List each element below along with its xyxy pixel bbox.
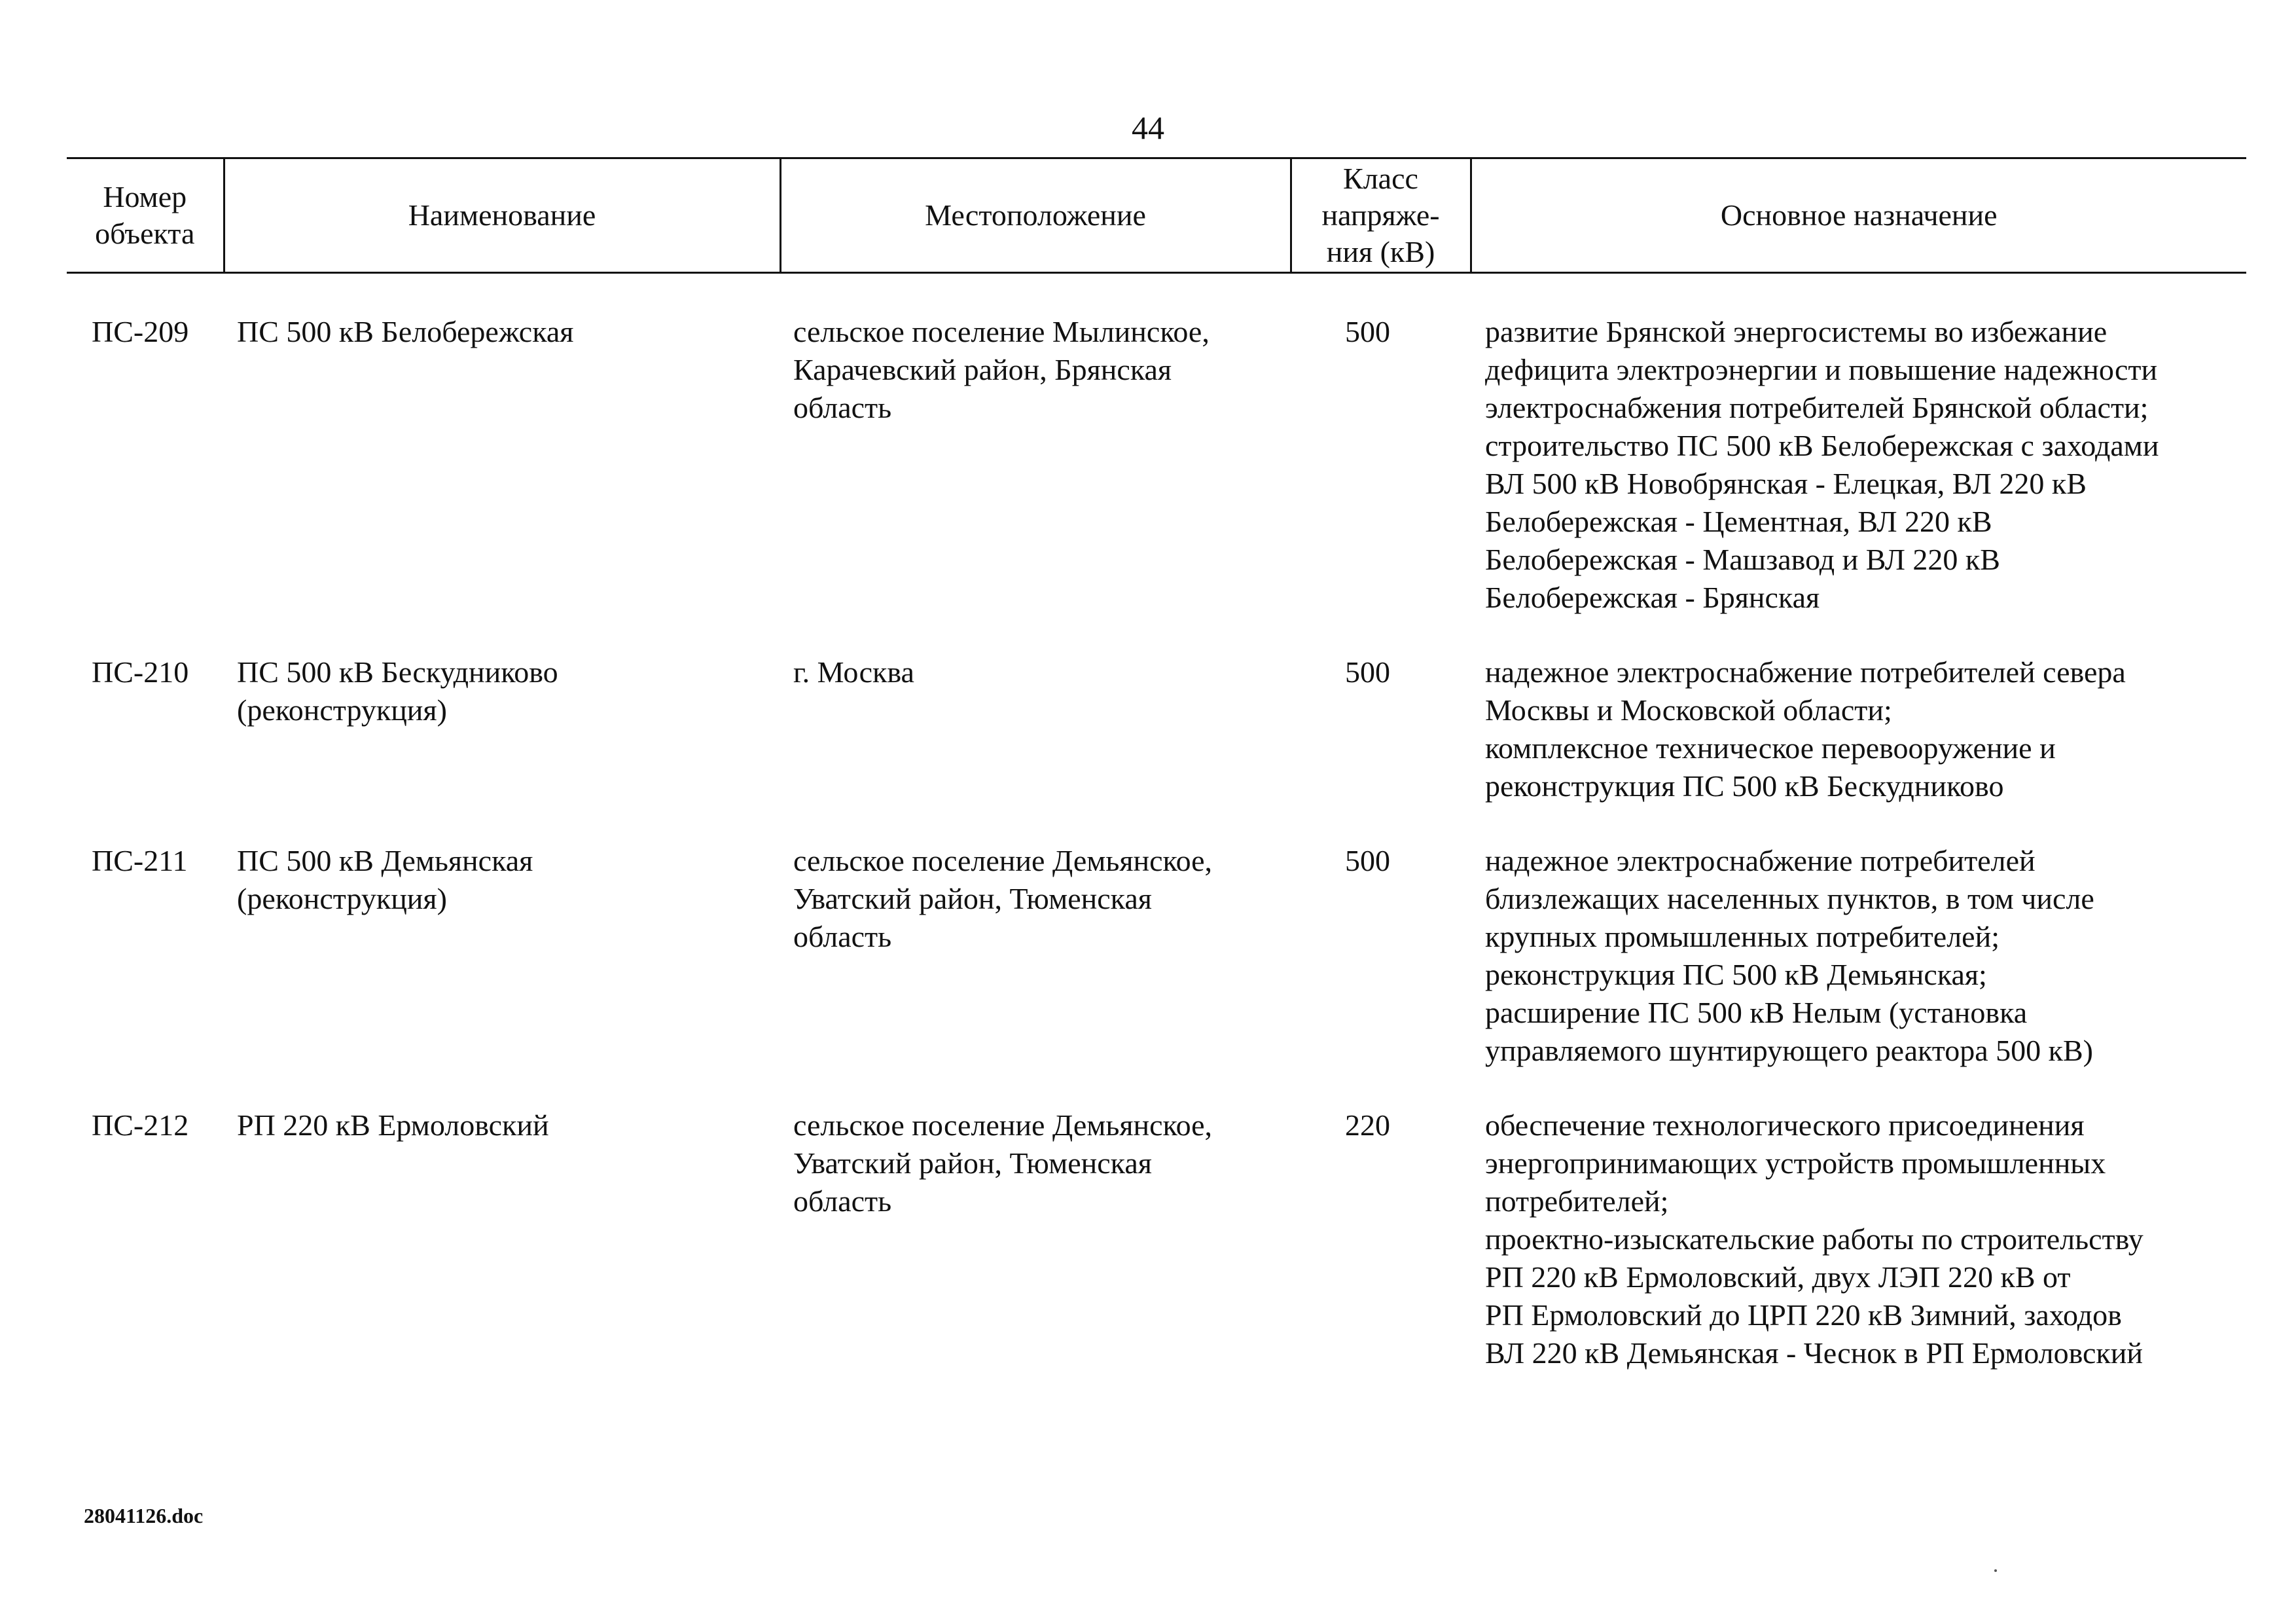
row-gap [67,617,2246,653]
table-header [67,158,2246,273]
row-purpose: обеспечение технологического присоединения энергопринимающих устройств промышленных потребителей; проектно-изыскательские работы по строительству РП 220 кВ Ермоловский, двух ЛЭП 220 кВ от РП Ермоловский до ЦРП 220 кВ Зимний, заходов ВЛ 220 кВ Демьянская - Чеснок в РП Ермоловский [1485,1108,2144,1370]
header-name: Наименование [224,158,780,273]
header-purpose: Основное назначение [1471,158,2246,273]
header-row [67,158,2246,273]
row-purpose: развитие Брянской энергосистемы во избежание дефицита электроэнергии и повышение надежности электроснабжения потребителей Брянской области; строительство ПС 500 кВ Белобережская с заходами ВЛ 500 кВ Новобрянская - Елецкая, ВЛ 220 кВ Белобережская - Цементная, ВЛ 220 кВ Белобережская - Машзавод и ВЛ 220 кВ Белобережская - Брянская [1485,315,2159,614]
row-gap [67,1070,2246,1106]
row-number: ПС-212 [92,1108,189,1142]
table-body [67,273,2246,1373]
table-row [67,313,2246,617]
footer-filename: 28041126.doc [84,1504,204,1527]
header-voltage: Класс напряже- ния (кВ) [1291,158,1471,273]
page-number: 44 [1132,109,1164,146]
row-voltage: 500 [1345,844,1390,877]
row-voltage: 500 [1345,315,1390,348]
row-number: ПС-210 [92,655,189,689]
table-row [67,842,2246,1070]
objects-table [67,157,2246,1372]
header-location: Местоположение [780,158,1291,273]
scan-speck [1994,1569,1997,1572]
row-gap [67,805,2246,842]
row-number: ПС-211 [92,844,188,877]
table-row [67,1106,2246,1372]
row-location: сельское поселение Мылинское, Карачевский район, Брянская область [793,315,1210,424]
row-name: ПС 500 кВ Бескудниково (реконструкция) [237,655,558,727]
row-purpose: надежное электроснабжение потребителей близлежащих населенных пунктов, в том числе крупных промышленных потребителей; реконструкция ПС 500 кВ Демьянская; расширение ПС 500 кВ Нелым (установка управляемого шунтирующего реактора 500 кВ) [1485,844,2094,1067]
row-location: г. Москва [793,655,914,689]
header-number: Номер объекта [67,158,224,273]
row-purpose: надежное электроснабжение потребителей севера Москвы и Московской области; комплексное техническое перевооружение и реконструкция ПС 500 кВ Бескудниково [1485,655,2126,803]
row-name: ПС 500 кВ Белобережская [237,315,574,348]
row-voltage: 500 [1345,655,1390,689]
row-location: сельское поселение Демьянское, Уватский район, Тюменская область [793,1108,1213,1218]
table-row [67,653,2246,805]
row-location: сельское поселение Демьянское, Уватский район, Тюменская область [793,844,1213,953]
spacer-row [67,273,2246,314]
row-name: ПС 500 кВ Демьянская (реконструкция) [237,844,533,915]
row-number: ПС-209 [92,315,189,348]
row-name: РП 220 кВ Ермоловский [237,1108,549,1142]
row-voltage: 220 [1345,1108,1390,1142]
